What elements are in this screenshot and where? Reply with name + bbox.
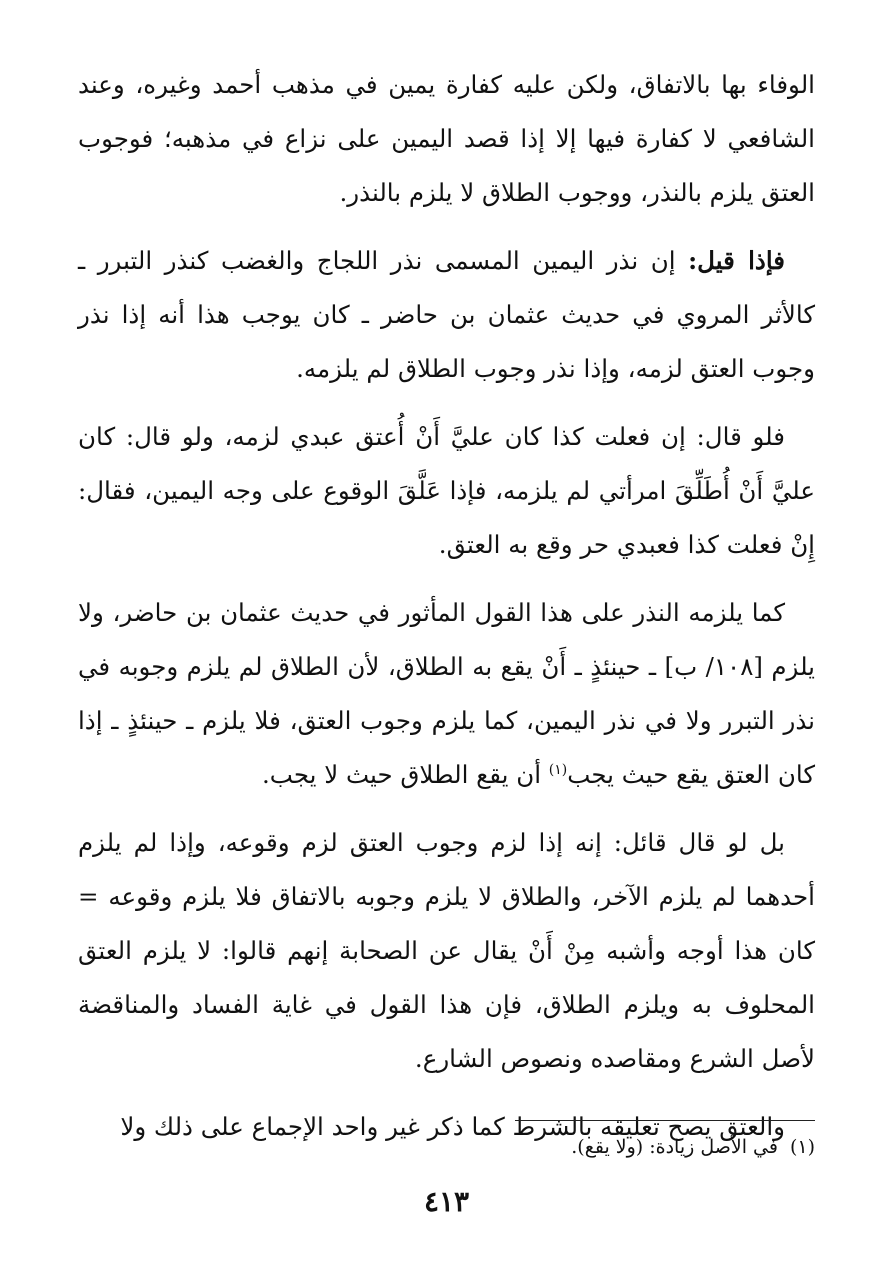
- footnote-separator: [515, 1120, 815, 1121]
- paragraph-2: [78, 234, 815, 396]
- main-text: [78, 58, 815, 1168]
- page-number: ٤١٣: [423, 1185, 470, 1218]
- paragraph-5: بل لو قال قائل: إنه إذا لزم وجوب العتق لزم وقوعه، وإذا لم يلزم أحدهما لم يلزم الآخر، والطلاق لا يلزم وجوبه بالاتفاق فلا يلزم وقوعه = كان هذا أوجه وأشبه مِنْ أَنْ يقال عن الصحابة إنهم قالوا: لا يلزم العتق المحلوف به ويلزم الطلاق، فإن هذا القول في غاية الفساد والمناقضة لأصل الشرع ومقاصده ونصوص الشارع.: [78, 828, 815, 1073]
- paragraph-4-text-b: أن يقع الطلاق حيث لا يجب.: [261, 760, 549, 789]
- footnote-number: (١): [789, 1136, 815, 1158]
- paragraph-4: [78, 586, 815, 802]
- paragraph-2-lead: فإذا قيل:: [688, 246, 785, 275]
- footnote-text: في الأصل زيادة: (ولا يقع).: [571, 1136, 778, 1158]
- paragraph-3: فلو قال: إن فعلت كذا كان عليَّ أَنْ أُعتق عبدي لزمه، ولو قال: كان عليَّ أَنْ أُطَلِّقَ امرأتي لم يلزمه، فإذا عَلَّقَ الوقوع على وجه اليمين، فقال: إِنْ فعلت كذا فعبدي حر وقع به العتق.: [78, 422, 815, 559]
- paragraph-6: والعتق يصح تعليقه بالشرط كما ذكر غير واحد الإجماع على ذلك ولا: [120, 1112, 785, 1141]
- paragraph-4-text-a: كما يلزمه النذر على هذا القول المأثور في حديث عثمان بن حاضر، ولا يلزم [١٠٨/ ب] ـ حينئذٍ ـ أَنْ يقع به الطلاق، لأن الطلاق لم يلزم وجوبه في نذر التبرر ولا في نذر اليمين، كما يلزم وجوب العتق، فلا يلزم ـ حينئذٍ ـ إذا كان العتق يقع حيث يجب: [78, 598, 815, 789]
- footnote-reference: (١): [548, 761, 568, 778]
- paragraph-1: الوفاء بها بالاتفاق، ولكن عليه كفارة يمين في مذهب أحمد وغيره، وعند الشافعي لا كفارة فيها إلا إذا قصد اليمين على نزاع في مذهبه؛ فوجوب العتق يلزم بالنذر، ووجوب الطلاق لا يلزم بالنذر.: [78, 70, 815, 207]
- paragraph-2-text: إن نذر اليمين المسمى نذر اللجاج والغضب كنذر التبرر ـ كالأثر المروي في حديث عثمان بن حاضر ـ كان يوجب هذا أنه إذا نذر وجوب العتق لزمه، وإذا نذر وجوب الطلاق لم يلزمه.: [78, 246, 815, 383]
- footnote: [78, 1130, 815, 1164]
